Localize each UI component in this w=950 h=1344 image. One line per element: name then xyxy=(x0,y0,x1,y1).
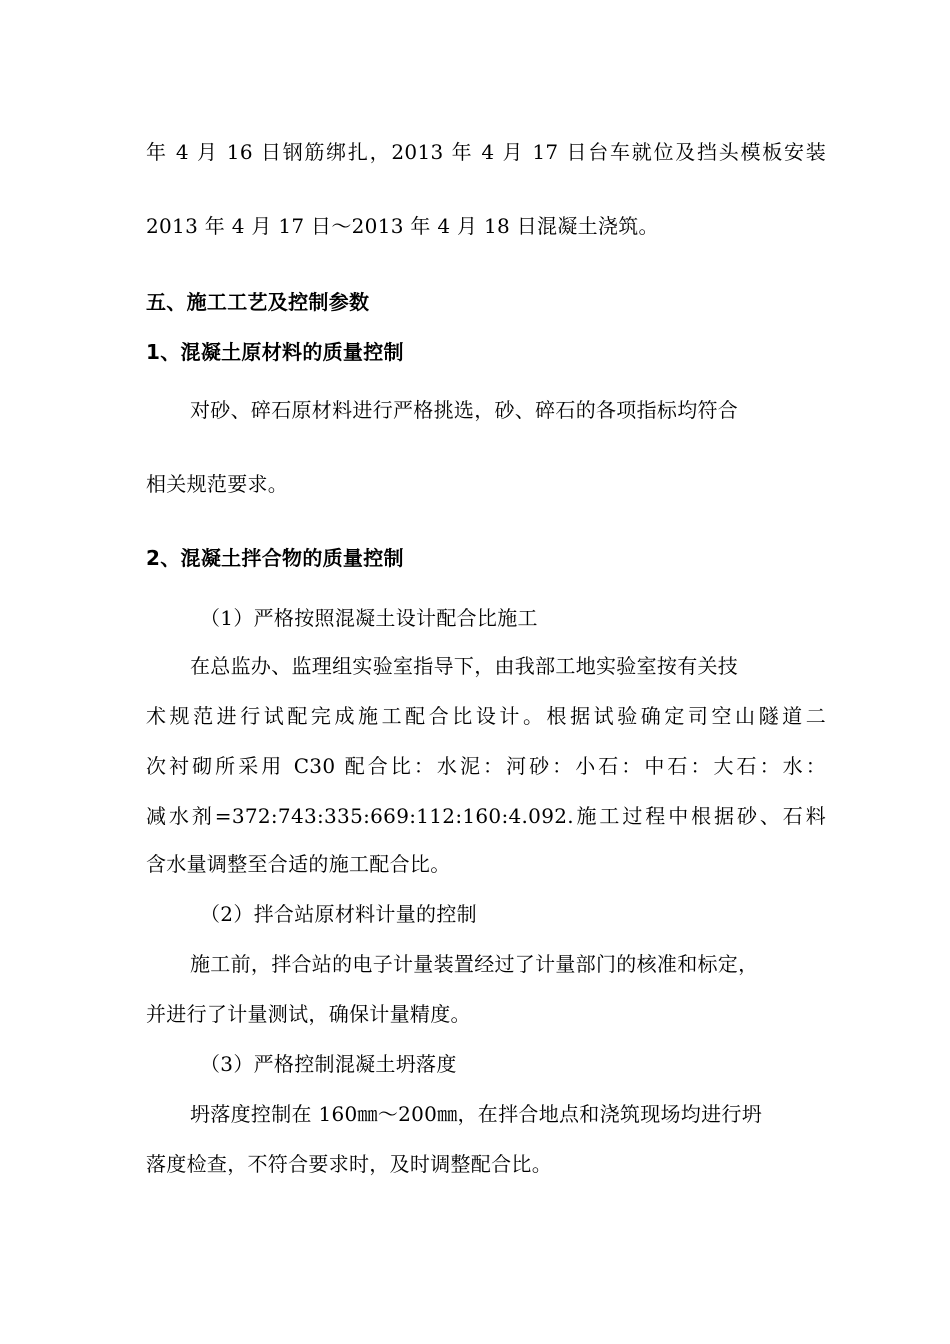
paragraph-line: 相关规范要求。 xyxy=(146,472,289,496)
paragraph-line: 次衬砌所采用 C30 配合比：水泥：河砂：小石：中石：大石：水： xyxy=(146,754,826,778)
section-heading: 五、施工工艺及控制参数 xyxy=(146,290,370,314)
paragraph-line: 施工前，拌合站的电子计量装置经过了计量部门的核准和标定， xyxy=(190,952,759,976)
paragraph-line: 落度检查，不符合要求时，及时调整配合比。 xyxy=(146,1152,552,1176)
paragraph-line: 术规范进行试配完成施工配合比设计。根据试验确定司空山隧道二 xyxy=(146,704,826,728)
list-item-heading: （3）严格控制混凝土坍落度 xyxy=(200,1052,457,1076)
paragraph-line: 在总监办、监理组实验室指导下，由我部工地实验室按有关技 xyxy=(190,654,739,678)
paragraph-line: 年 4 月 16 日钢筋绑扎，2013 年 4 月 17 日台车就位及挡头模板安装 xyxy=(146,140,826,164)
paragraph-line: 对砂、碎石原材料进行严格挑选，砂、碎石的各项指标均符合 xyxy=(190,398,739,422)
paragraph-line: 含水量调整至合适的施工配合比。 xyxy=(146,852,451,876)
paragraph-line: 并进行了计量测试，确保计量精度。 xyxy=(146,1002,471,1026)
paragraph-line: 减水剂=372:743:335:669:112:160:4.092.施工过程中根据砂、石料 xyxy=(146,804,826,828)
subsection-heading: 1、混凝土原材料的质量控制 xyxy=(146,340,404,364)
list-item-heading: （2）拌合站原材料计量的控制 xyxy=(200,902,477,926)
paragraph-line: 2013 年 4 月 17 日～2013 年 4 月 18 日混凝土浇筑。 xyxy=(146,214,659,238)
paragraph-line: 坍落度控制在 160㎜～200㎜，在拌合地点和浇筑现场均进行坍 xyxy=(190,1102,763,1126)
subsection-heading: 2、混凝土拌合物的质量控制 xyxy=(146,546,404,570)
list-item-heading: （1）严格按照混凝土设计配合比施工 xyxy=(200,606,538,630)
